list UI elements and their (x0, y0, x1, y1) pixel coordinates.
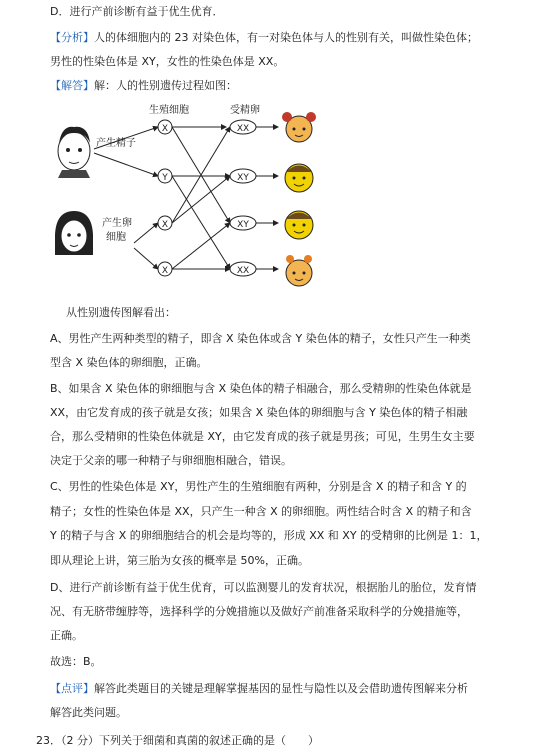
option-a-line-1: A、男性产生两种类型的精子，即含 X 染色体或含 Y 染色体的精子，女性只产生一种类 (50, 332, 471, 345)
option-c-line-3: Y 的精子与含 X 的卵细胞结合的机会是均等的，形成 XX 和 XY 的受精卵的比例是 1：1， (50, 529, 488, 542)
boy-face-icon (285, 211, 313, 239)
option-a-line-2: 型含 X 染色体的卵细胞，正确。 (50, 356, 208, 369)
header-zygote: 受精卵 (230, 105, 260, 116)
svg-text:XY: XY (237, 220, 249, 230)
solution-tag: 【解答】 (50, 79, 94, 92)
zygote-4 (230, 262, 256, 276)
analysis-line-1 (50, 31, 513, 45)
option-b-line-4: 决定于父亲的哪一种精子与卵细胞相融合，错误。 (50, 454, 292, 467)
label-produce-egg-1: 产生卵 (102, 218, 132, 229)
label-produce-sperm: 产生精子 (96, 138, 136, 149)
diagram-conclusion-intro: 从性别遗传图解看出： (66, 306, 176, 319)
answer-line: 故选：B。 (50, 655, 102, 668)
father-face-icon (58, 127, 90, 178)
svg-text:X: X (161, 266, 169, 276)
comment-tag: 【点评】 (50, 682, 94, 695)
analysis-line-2: 男性的性染色体是 XY，女性的性染色体是 XX。 (50, 55, 285, 68)
analysis-text-1: 人的体细胞内的 23 对染色体，有一对染色体与人的性别有关，叫做性染色体； (94, 31, 478, 44)
svg-text:XY: XY (237, 173, 249, 183)
zygote-2 (230, 169, 256, 183)
comment-line-1 (50, 682, 513, 696)
svg-text:X: X (161, 220, 169, 230)
comment-text: 解答此类题目的关键是理解掌握基因的显性与隐性以及会借助遗传图解来分析 (94, 682, 468, 695)
comment-line-2: 解答此类问题。 (50, 706, 127, 719)
svg-text:X: X (161, 124, 169, 134)
germ-cell-3 (158, 216, 172, 230)
analysis-tag: 【分析】 (50, 31, 94, 44)
option-b-line-3: 合，那么受精卵的性染色体就是 XY，由它发育成的孩子就是男孩；可见，生男生女主要 (50, 430, 475, 443)
germ-cell-4 (158, 262, 172, 276)
header-germ-cells: 生殖细胞 (149, 105, 189, 116)
fertilization-arrows (172, 127, 230, 269)
option-d-explain-1: D、进行产前诊断有益于优生优育，可以监测婴儿的发育状况，根据胎儿的胎位，发育情 (50, 581, 477, 594)
option-c-line-4: 即从理论上讲，第三胎为女孩的概率是 50%，正确。 (50, 554, 309, 567)
svg-text:XX: XX (236, 266, 250, 276)
germ-cell-1 (158, 120, 172, 134)
girl-face-icon (282, 112, 316, 142)
development-arrows (256, 127, 278, 269)
option-d-explain-3: 正确。 (50, 629, 83, 642)
mother-face-icon (55, 211, 93, 255)
solution-text: 解：人的性别遗传过程如图： (94, 79, 237, 92)
zygote-1 (230, 120, 256, 134)
svg-text:Y: Y (162, 173, 168, 183)
solution-line (50, 79, 513, 93)
girl-face-icon (286, 255, 312, 286)
germ-cell-2 (158, 169, 172, 183)
boy-face-icon (285, 164, 313, 192)
option-c-line-1: C、男性的性染色体是 XY，男性产生的生殖细胞有两种，分别是含 X 的精子和含 Y 的 (50, 480, 467, 493)
zygote-3 (230, 216, 256, 230)
option-c-line-2: 精子；女性的性染色体是 XX，只产生一种含 X 的卵细胞。两性结合时含 X 的精子和含 (50, 505, 472, 518)
svg-text:XX: XX (236, 124, 250, 134)
question-23-line: 23．（2 分）下列关于细菌和真菌的叙述正确的是（ ） (36, 734, 319, 747)
option-d-line: D．进行产前诊断有益于优生优育． (50, 5, 224, 18)
option-d-explain-2: 况、有无脐带缠脖等，选择科学的分娩措施以及做好产前准备采取科学的分娩措施等， (50, 605, 468, 618)
label-produce-egg-2: 细胞 (106, 232, 126, 243)
sex-inheritance-diagram (54, 103, 344, 303)
option-b-line-1: B、如果含 X 染色体的卵细胞与含 X 染色体的精子相融合，那么受精卵的性染色体就是 (50, 382, 472, 395)
option-b-line-2: XX，由它发育成的孩子就是女孩；如果含 X 染色体的卵细胞与含 Y 染色体的精子相融 (50, 406, 468, 419)
